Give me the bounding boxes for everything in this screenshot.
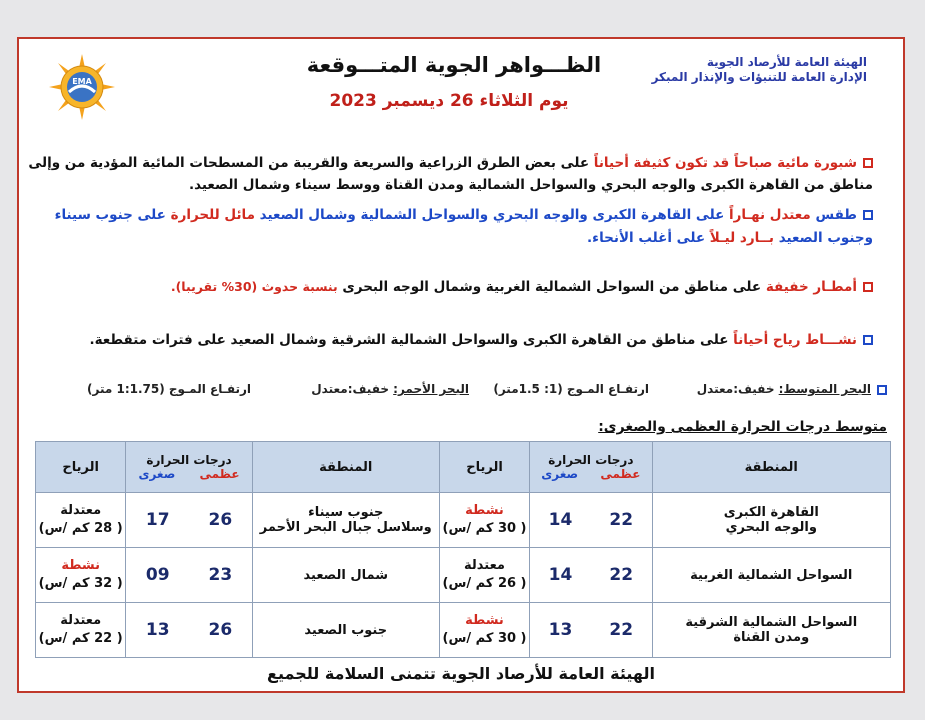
header-region-2: المنطقة bbox=[252, 442, 439, 493]
region-name-line2: ومدن القناة bbox=[733, 630, 810, 645]
med-sea-wave: ارتفـاع المـوج (1: 1.5متر) bbox=[493, 382, 649, 396]
med-sea bbox=[697, 382, 887, 396]
temps-cell bbox=[126, 493, 252, 548]
region-name-line2: والوجه البحري bbox=[725, 520, 817, 535]
table-row bbox=[36, 548, 891, 603]
header-wind: الرياح bbox=[439, 442, 529, 493]
min-temp: 09 bbox=[145, 565, 170, 585]
wind-cell bbox=[439, 493, 529, 548]
org-line-2: الإدارة العامة للتنبؤات والإنذار المبكر bbox=[651, 70, 867, 84]
wind-cell bbox=[36, 493, 126, 548]
wind-speed: ( 32 كم /س) bbox=[38, 576, 123, 591]
footer-message: الهيئة العامة للأرصاد الجوية تتمنى السلامة للجميع bbox=[267, 664, 655, 683]
temps-cell bbox=[126, 603, 252, 658]
bullet-weather-line2 bbox=[23, 227, 873, 249]
header-temps-label: درجات الحرارة bbox=[548, 453, 634, 467]
region-name: القاهرة الكبرى bbox=[723, 505, 819, 520]
region-name: شمال الصعيد bbox=[303, 567, 388, 583]
sea-state bbox=[27, 382, 887, 402]
region-cell bbox=[652, 548, 890, 603]
fog-highlight: شبورة مائية صباحاً قد تكون كثيفة أحياناً bbox=[593, 155, 857, 171]
org-line-1: الهيئة العامة للأرصاد الجوية bbox=[706, 55, 867, 69]
wind-speed: ( 22 كم /س) bbox=[38, 631, 123, 646]
wind-cell bbox=[36, 603, 126, 658]
bullet-fog-line2: مناطق من القاهرة الكبرى والوجه البحري والسواحل الشمالية ومدن القناة ووسط سيناء وشمال الصعيد. bbox=[188, 177, 873, 193]
table-row bbox=[36, 603, 891, 658]
region-cell bbox=[652, 493, 890, 548]
region-name: جنوب سيناء bbox=[308, 505, 384, 520]
rain-text: على مناطق من السواحل الشمالية الغربية وشمال الوجه البحرى bbox=[342, 279, 762, 295]
rain-probability: بنسبة حدوث (30% تقريبا). bbox=[170, 279, 338, 294]
min-temp: 13 bbox=[145, 620, 170, 640]
region-name: السواحل الشمالية الغربية bbox=[690, 567, 853, 583]
wind-state: معتدلة bbox=[60, 503, 102, 518]
bullet-wind bbox=[23, 329, 873, 351]
bullet-box-icon bbox=[877, 385, 887, 395]
ema-logo bbox=[49, 54, 115, 120]
header-min-2: صغرى bbox=[138, 467, 176, 481]
region-name: السواحل الشمالية الشرقية bbox=[685, 615, 858, 630]
rain-highlight: أمطـار خفيفة bbox=[765, 279, 857, 295]
wind-speed: ( 28 كم /س) bbox=[38, 521, 123, 536]
region-name: جنوب الصعيد bbox=[304, 622, 388, 638]
weather-cold: بــارد ليـلاً bbox=[709, 230, 774, 246]
table-row bbox=[36, 493, 891, 548]
wind-text: على مناطق من القاهرة الكبرى والسواحل الشمالية الشرقية وشمال الصعيد على فترات متقطعة. bbox=[89, 332, 729, 348]
max-temp: 23 bbox=[208, 565, 233, 585]
temperature-table bbox=[35, 441, 891, 658]
wind-speed: ( 30 كم /س) bbox=[442, 521, 527, 536]
region-name-line2: وسلاسل جبال البحر الأحمر bbox=[259, 520, 432, 535]
header-temps bbox=[530, 442, 652, 493]
weather-text-g: على أغلب الأنحاء. bbox=[587, 230, 706, 246]
region-cell bbox=[252, 493, 439, 548]
max-temp: 26 bbox=[208, 620, 233, 640]
wind-speed: ( 26 كم /س) bbox=[442, 576, 527, 591]
min-temp: 17 bbox=[145, 510, 170, 530]
header-region: المنطقة bbox=[652, 442, 890, 493]
bullet-box-icon bbox=[863, 282, 873, 292]
weather-warm: مائل للحرارة bbox=[170, 207, 255, 223]
header-temps-label-2: درجات الحرارة bbox=[146, 453, 232, 467]
bullet-fog bbox=[23, 152, 873, 174]
weather-text-e: على جنوب سيناء bbox=[54, 207, 166, 223]
wind-state: نشطة bbox=[465, 613, 504, 628]
bullet-rain bbox=[23, 276, 873, 298]
red-sea bbox=[311, 382, 469, 396]
wind-state: معتدلة bbox=[60, 613, 102, 628]
bullet-box-icon bbox=[863, 158, 873, 168]
header-temps-2 bbox=[126, 442, 252, 493]
region-cell bbox=[252, 548, 439, 603]
forecast-date: يوم الثلاثاء 26 ديسمبر 2023 bbox=[329, 91, 569, 111]
red-sea-state: خفيف:معتدل bbox=[311, 382, 389, 396]
bulletin-frame bbox=[17, 37, 905, 693]
min-temp: 14 bbox=[548, 565, 573, 585]
wind-cell bbox=[439, 603, 529, 658]
weather-text-f: وجنوب الصعيد bbox=[778, 230, 873, 246]
header-max: عظمى bbox=[600, 467, 641, 481]
min-temp: 13 bbox=[548, 620, 573, 640]
bullet-box-icon bbox=[863, 210, 873, 220]
wind-speed: ( 30 كم /س) bbox=[442, 631, 527, 646]
region-cell bbox=[252, 603, 439, 658]
fog-text: على بعض الطرق الزراعية والسريعة والقريبة من المسطحات المائية المؤدية من وإلى bbox=[28, 155, 590, 171]
avg-temperatures-title: متوسط درجات الحرارة العظمى والصغرى: bbox=[598, 419, 887, 435]
max-temp: 22 bbox=[609, 510, 634, 530]
page-title: الظـــواهر الجوية المتـــوقعة bbox=[306, 53, 602, 77]
max-temp: 22 bbox=[609, 620, 634, 640]
temps-cell bbox=[126, 548, 252, 603]
weather-text-c: على القاهرة الكبرى والوجه البحري والسواحل الشمالية وشمال الصعيد bbox=[259, 207, 725, 223]
weather-text-a: طقس bbox=[815, 207, 857, 223]
wind-state: نشطة bbox=[61, 558, 101, 573]
min-temp: 14 bbox=[548, 510, 573, 530]
table-header bbox=[36, 442, 891, 493]
temps-cell bbox=[530, 548, 652, 603]
wind-cell bbox=[439, 548, 529, 603]
med-sea-state: خفيف:معتدل bbox=[696, 382, 775, 396]
max-temp: 26 bbox=[208, 510, 233, 530]
header-max-2: عظمى bbox=[199, 467, 240, 481]
max-temp: 22 bbox=[609, 565, 634, 585]
wind-state: معتدلة bbox=[464, 558, 505, 573]
temps-cell bbox=[530, 603, 652, 658]
svg-text:EMA: EMA bbox=[72, 77, 92, 86]
bullet-weather bbox=[23, 204, 873, 226]
weather-mild: معتدل نهـاراً bbox=[729, 207, 811, 223]
wind-highlight: نشـــاط رياح أحياناً bbox=[733, 332, 857, 348]
header-min: صغرى bbox=[541, 467, 579, 481]
bullet-box-icon bbox=[863, 335, 873, 345]
wind-cell bbox=[36, 548, 126, 603]
header-wind-2: الرياح bbox=[36, 442, 126, 493]
red-sea-label: البحر الأحمر: bbox=[393, 382, 469, 396]
organization-name bbox=[607, 55, 867, 85]
red-sea-wave: ارتفـاع المـوج (1:1.75 متر) bbox=[87, 382, 251, 396]
med-sea-label: البحر المتوسط: bbox=[778, 382, 871, 396]
temps-cell bbox=[530, 493, 652, 548]
wind-state: نشطة bbox=[465, 503, 504, 518]
region-cell bbox=[652, 603, 890, 658]
